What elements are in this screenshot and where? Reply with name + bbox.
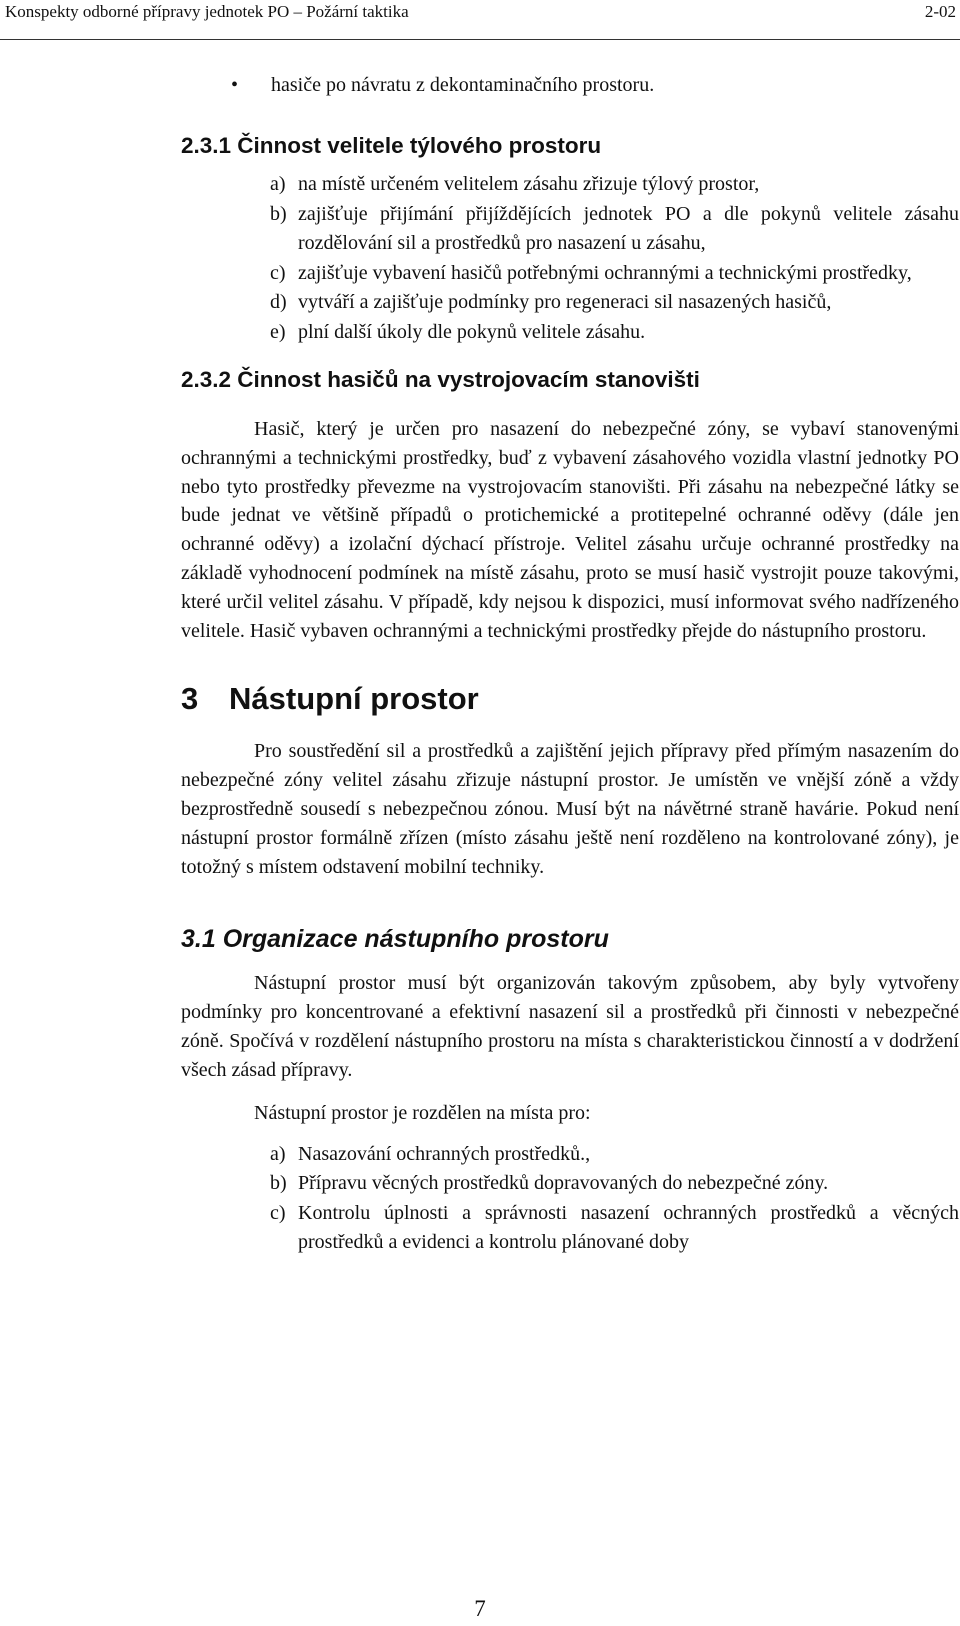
section-2-3-1-list xyxy=(181,170,959,347)
list-item-text: na místě určeném velitelem zásahu zřizuje týlový prostor, xyxy=(298,173,760,195)
list-item xyxy=(270,318,959,348)
bullet-item: • hasiče po návratu z dekontaminačního prostoru. xyxy=(181,70,959,100)
list-item-text: Nasazování ochranných prostředků., xyxy=(298,1142,591,1165)
page-number: 7 xyxy=(474,1596,486,1621)
list-marker: b) xyxy=(270,202,287,225)
section-3-paragraph: Pro soustředění sil a prostředků a zajištění jejich přípravy před přímým nasazením do nebezpečné zóny velitel zásahu zřizuje nástupní prostor. Je umístěn ve vnější zóně a vždy bezprostředně sousedí s nebezpečnou zónou. Musí být na návětrné straně havárie. Pokud není nástupní prostor formálně zřízen (místo zásahu ještě není rozděleno na kontrolované zóny), je totožný s místem odstavení mobilní techniky. xyxy=(181,740,959,878)
list-item-text: plní další úkoly dle pokynů velitele zásahu. xyxy=(298,320,646,343)
section-3-number: 3 xyxy=(181,681,199,717)
section-3-1-intro: Nástupní prostor je rozdělen na místa pro: xyxy=(254,1101,591,1124)
list-marker: a) xyxy=(270,1142,286,1165)
list-item xyxy=(270,259,959,289)
header-chapter-number: 2-02 xyxy=(924,2,956,21)
list-marker: e) xyxy=(270,320,286,343)
section-3-heading xyxy=(181,679,959,719)
section-2-3-1-heading: 2.3.1 Činnost velitele týlového prostoru xyxy=(181,133,602,158)
section-3-title: Nástupní prostor xyxy=(229,681,479,717)
list-item xyxy=(270,1169,959,1199)
section-3-1-heading: 3.1 Organizace nástupního prostoru xyxy=(181,925,609,954)
list-item-text: zajišťuje vybavení hasičů potřebnými ochrannými a technickými prostředky, xyxy=(298,261,912,284)
list-marker: b) xyxy=(270,1172,287,1195)
list-marker: a) xyxy=(270,173,286,195)
list-item-text: zajišťuje přijímání přijíždějících jednotek PO a dle pokynů velitele zásahu rozdělování sil a prostředků pro nasazení u zásahu, xyxy=(298,202,959,254)
section-2-3-2-paragraph: Hasič, který je určen pro nasazení do nebezpečné zóny, se vybaví stanovenými ochrannými a technickými prostředky, buď z vybavení zásahového vozidla vlastní jednotky PO nebo tyto prostředky převezme na vystrojovacím stanovišti. Při zásahu na nebezpečné látky se bude jednat ve většině případů o protichemické a protitepelné ochranné oděvy (dále jen ochranné oděvy) a izolační dýchací přístroje. Velitel zásahu určuje ochranné prostředky na základě vyhodnocení podmínek na místě zásahu, proto se musí hasič vystrojit pouze takovými, které určil velitel zásahu. V případě, kdy nejsou k dispozici, musí informovat svého nadřízeného velitele. Hasič vybaven ochrannými a technickými prostředky přejde do nástupního prostoru. xyxy=(181,418,959,642)
section-3-1-paragraph: Nástupní prostor musí být organizován takovým způsobem, aby byly vytvořeny podmínky pro koncentrované a efektivní nasazení sil a prostředků při činnosti v nebezpečné zóně. Spočívá v rozdělení nástupního prostoru na místa s charakteristickou činností a v dodržení všech zásad přípravy. xyxy=(181,972,959,1081)
section-3-1-list xyxy=(181,1140,959,1258)
header-title: Konspekty odborné přípravy jednotek PO – Požární taktika xyxy=(5,2,409,21)
list-item xyxy=(270,1199,959,1258)
list-item xyxy=(270,170,959,200)
list-marker: d) xyxy=(270,291,287,313)
list-item xyxy=(270,288,959,318)
page-body xyxy=(181,70,959,1258)
running-header xyxy=(0,0,960,40)
list-item-text: Přípravu věcných prostředků dopravovaných do nebezpečné zóny. xyxy=(298,1172,829,1195)
list-item-text: Kontrolu úplnosti a správnosti nasazení ochranných prostředků a věcných prostředků a evidenci a kontrolu plánované doby xyxy=(298,1201,959,1254)
section-2-3-2-heading: 2.3.2 Činnost hasičů na vystrojovacím stanovišti xyxy=(181,367,700,392)
list-marker: c) xyxy=(270,261,286,284)
list-item xyxy=(270,1140,959,1170)
list-marker: c) xyxy=(270,1201,286,1224)
list-item-text: vytváří a zajišťuje podmínky pro regeneraci sil nasazených hasičů, xyxy=(298,291,832,313)
list-item xyxy=(270,200,959,259)
